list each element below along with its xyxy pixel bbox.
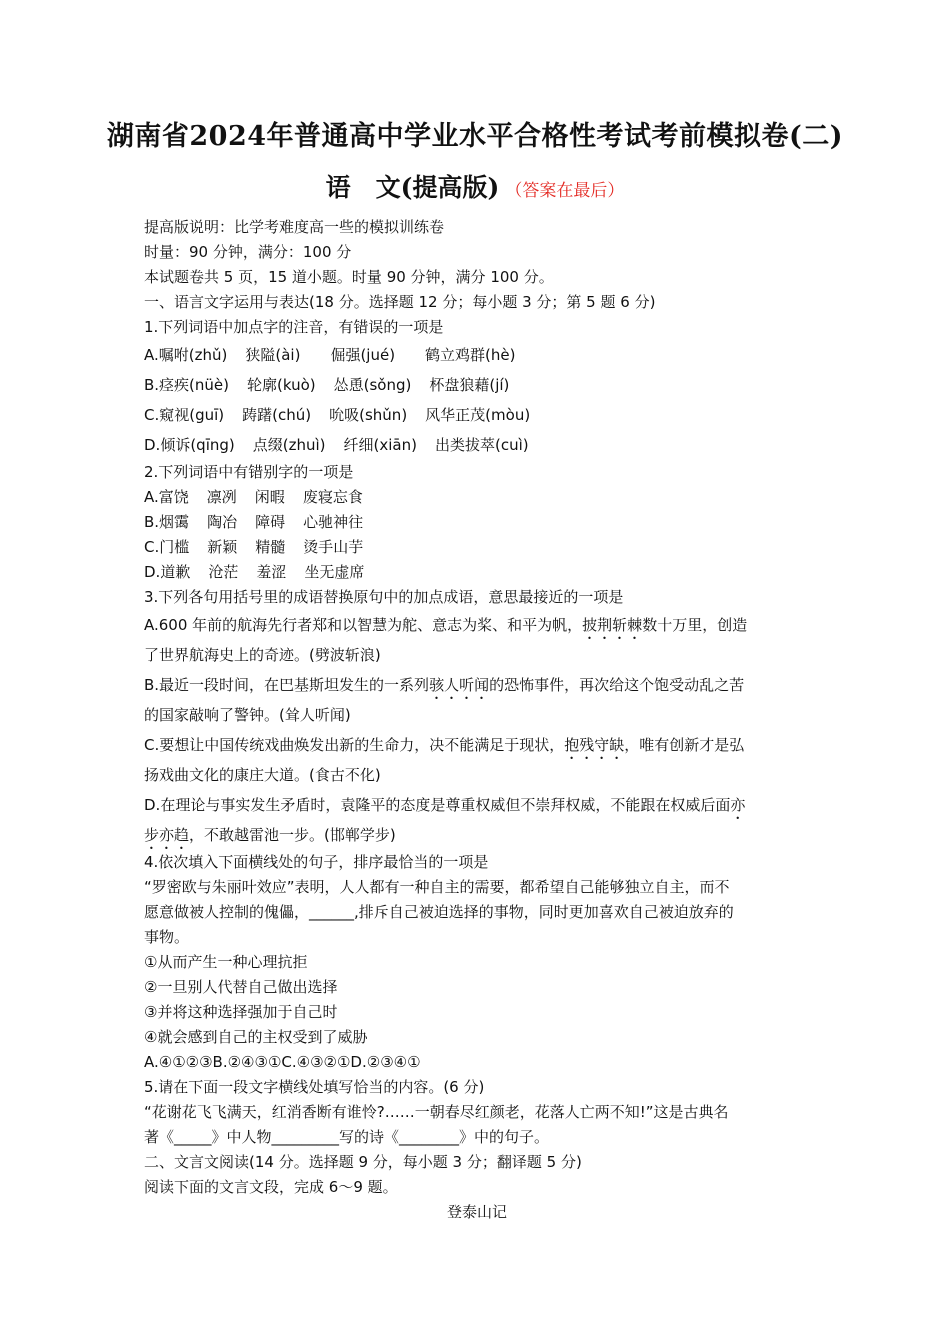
- answer-blank[interactable]: _____: [174, 1128, 212, 1146]
- reading-instruction: 阅读下面的文言文段，完成 6～9 题。: [144, 1178, 398, 1196]
- question-stem: 2.下列词语中有错别字的一项是: [144, 463, 354, 481]
- answer-blank[interactable]: ________: [399, 1128, 460, 1146]
- option-line: 的国家敲响了警钟。(耸人听闻): [144, 706, 351, 724]
- passage-line: “罗密欧与朱丽叶效应”表明，人人都有一种自主的需要，都希望自己能够独立自主，而不: [144, 878, 730, 896]
- passage-line: 愿意做被人控制的傀儡，______,排斥自己被迫选择的事物，同时更加喜欢自己被迫放弃的: [144, 903, 734, 921]
- exam-subtitle: [0, 168, 950, 204]
- option-row: D.倾诉(qīng) 点缀(zhuì) 纤细(xiān) 出类拔萃(cuì): [144, 436, 529, 454]
- question-stem: 1.下列词语中加点字的注音，有错误的一项是: [144, 318, 444, 336]
- intro-line: 提高版说明：比学考难度高一些的模拟训练卷: [144, 218, 445, 236]
- passage-title: 登泰山记: [446, 1203, 507, 1221]
- option-row: D.道歉 沧茫 羞涩 坐无虚席: [144, 563, 365, 581]
- list-item: ③并将这种选择强加于自己时: [144, 1003, 338, 1021]
- option-row: A.富饶 凛冽 闲暇 废寝忘食: [144, 488, 363, 506]
- passage-line: 事物。: [144, 928, 190, 946]
- option-line: 了世界航海史上的奇迹。(劈波斩浪): [144, 646, 381, 664]
- option-line: D.在理论与事实发生矛盾时，袁隆平的态度是尊重权威但不崇拜权威，不能跟在权威后面亦: [144, 796, 746, 814]
- passage-line: “花谢花飞飞满天，红消香断有谁怜?……一朝春尽红颜老，花落人亡两不知!”这是古典名: [144, 1103, 729, 1121]
- section-heading: 一、语言文字运用与表达(18 分。选择题 12 分；每小题 3 分；第 5 题 6 分): [144, 293, 656, 311]
- answer-blank[interactable]: ______: [309, 903, 355, 921]
- option-row: C.窥视(guī) 踌躇(chú) 吮吸(shǔn) 风华正茂(mòu): [144, 406, 531, 424]
- question-stem: 3.下列各句用括号里的成语替换原句中的加点成语，意思最接近的一项是: [144, 588, 624, 606]
- option-line: C.要想让中国传统戏曲焕发出新的生命力，决不能满足于现状，抱残守缺，唯有创新才是弘: [144, 736, 745, 754]
- list-item: ①从而产生一种心理抗拒: [144, 953, 308, 971]
- exam-content: [144, 215, 810, 1225]
- answer-note: （答案在最后）: [505, 181, 625, 201]
- option-line: 步亦趋，不敢越雷池一步。(邯郸学步): [144, 826, 396, 844]
- intro-line: 本试题卷共 5 页，15 道小题。时量 90 分钟，满分 100 分。: [144, 268, 554, 286]
- list-item: ④就会感到自己的主权受到了威胁: [144, 1028, 368, 1046]
- option-row: B.痉疾(nüè) 轮廓(kuò) 怂恿(sǒng) 杯盘狼藉(jí): [144, 376, 510, 394]
- option-row: A.④①②③B.②④③①C.④③②①D.②③④①: [144, 1053, 421, 1071]
- intro-line: 时量：90 分钟，满分：100 分: [144, 243, 352, 261]
- option-row: A.嘱咐(zhǔ) 狭隘(ài) 倔强(jué) 鹤立鸡群(hè): [144, 346, 516, 364]
- section-heading: 二、文言文阅读(14 分。选择题 9 分，每小题 3 分；翻译题 5 分): [144, 1153, 582, 1171]
- option-row: B.烟霭 陶冶 障碍 心驰神往: [144, 513, 364, 531]
- option-line: 扬戏曲文化的康庄大道。(食古不化): [144, 766, 381, 784]
- option-row: C.门槛 新颖 精髓 烫手山芋: [144, 538, 364, 556]
- subject-title: 语 文(提高版): [325, 173, 500, 202]
- question-stem: 5.请在下面一段文字横线处填写恰当的内容。(6 分): [144, 1078, 485, 1096]
- exam-title: 湖南省2024年普通高中学业水平合格性考试考前模拟卷(二): [106, 121, 844, 152]
- option-line: A.600 年前的航海先行者郑和以智慧为舵、意志为桨、和平为帆，披荆斩棘数十万里，创造: [144, 616, 748, 634]
- option-line: B.最近一段时间，在巴基斯坦发生的一系列骇人听闻的恐怖事件，再次给这个饱受动乱之苦: [144, 676, 745, 694]
- passage-line: 著《_____》中人物_________写的诗《________》中的句子。: [144, 1128, 550, 1146]
- question-stem: 4.依次填入下面横线处的句子，排序最恰当的一项是: [144, 853, 489, 871]
- answer-blank[interactable]: _________: [271, 1128, 340, 1146]
- list-item: ②一旦别人代替自己做出选择: [144, 978, 338, 996]
